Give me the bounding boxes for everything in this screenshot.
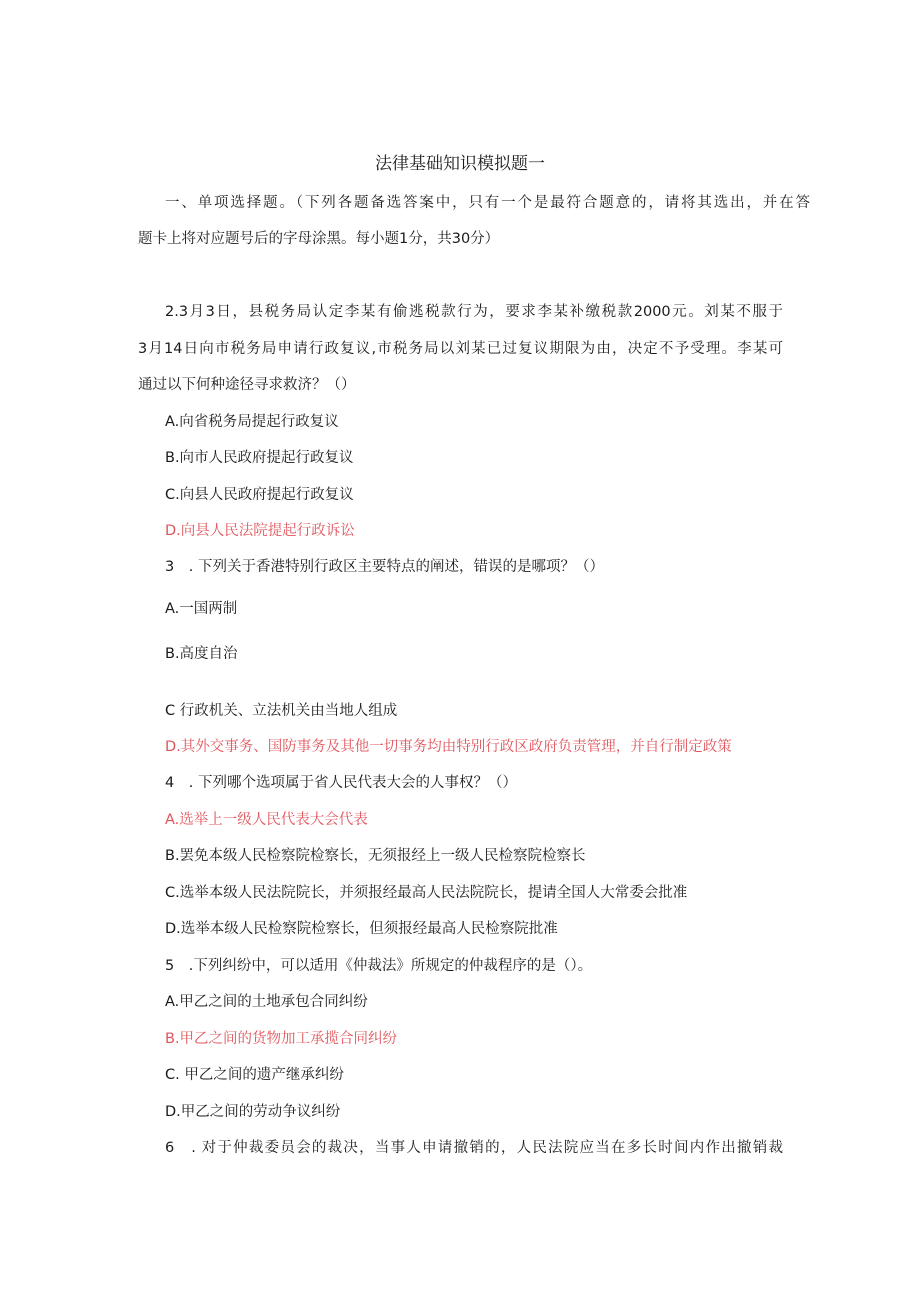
question-2-option-c: C.向县人民政府提起行政复议 [165, 487, 354, 503]
question-3-option-a: A.一国两制 [165, 601, 238, 617]
question-2-option-a: A.向省税务局提起行政复议 [165, 414, 339, 430]
question-4-stem: 4 . 下列哪个选项属于省人民代表大会的人事权？（） [165, 775, 517, 791]
question-4-option-b: B.罢免本级人民检察院检察长，无须报经上一级人民检察院检察长 [165, 848, 586, 864]
question-3-option-c: C 行政机关、立法机关由当地人组成 [165, 703, 398, 719]
question-5-option-d: D.甲乙之间的劳动争议纠纷 [165, 1104, 341, 1120]
question-3-stem: 3 . 下列关于香港特别行政区主要特点的阐述，错误的是哪项？（） [165, 559, 604, 575]
section-heading-line-2: 题卡上将对应题号后的字母涂黑。每小题1分，共30分） [138, 231, 500, 247]
question-5-option-a: A.甲乙之间的土地承包合同纠纷 [165, 994, 368, 1010]
question-5-option-b-answer: B.甲乙之间的货物加工承揽合同纠纷 [165, 1031, 398, 1047]
question-2-stem-line-2: 3月14日向市税务局申请行政复议,市税务局以刘某已过复议期限为由，决定不予受理。李某可 [138, 341, 783, 357]
question-3-option-d-answer: D.其外交事务、国防事务及其他一切事务均由特别行政区政府负责管理，并自行制定政策 [165, 739, 732, 755]
question-2-option-d-answer: D.向县人民法院提起行政诉讼 [165, 523, 355, 539]
question-4-option-d: D.选举本级人民检察院检察长，但须报经最高人民检察院批准 [165, 921, 558, 937]
question-2-option-b: B.向市人民政府提起行政复议 [165, 450, 354, 466]
question-2-stem-line-1: 2.3月3日，县税务局认定李某有偷逃税款行为，要求李某补缴税款2000元。刘某不服于 [165, 304, 783, 320]
question-4-option-c: C.选举本级人民法院院长，并须报经最高人民法院院长，提请全国人大常委会批准 [165, 885, 688, 901]
question-2-stem-line-3: 通过以下何种途径寻求救济？（） [138, 377, 356, 393]
section-heading-line-1: 一、单项选择题。（下列各题备选答案中，只有一个是最符合题意的，请将其选出，并在答 [165, 195, 810, 211]
document-title: 法律基础知识模拟题一 [375, 154, 545, 174]
question-6-stem: 6 . 对于仲裁委员会的裁决，当事人申请撤销的，人民法院应当在多长时间内作出撤销裁 [165, 1140, 783, 1156]
question-3-option-b: B.高度自治 [165, 646, 238, 662]
question-4-option-a-answer: A.选举上一级人民代表大会代表 [165, 812, 368, 828]
question-5-stem: 5 .下列纠纷中，可以适用《仲裁法》所规定的仲裁程序的是（）。 [165, 958, 593, 974]
question-5-option-c: C. 甲乙之间的遗产继承纠纷 [165, 1067, 344, 1083]
